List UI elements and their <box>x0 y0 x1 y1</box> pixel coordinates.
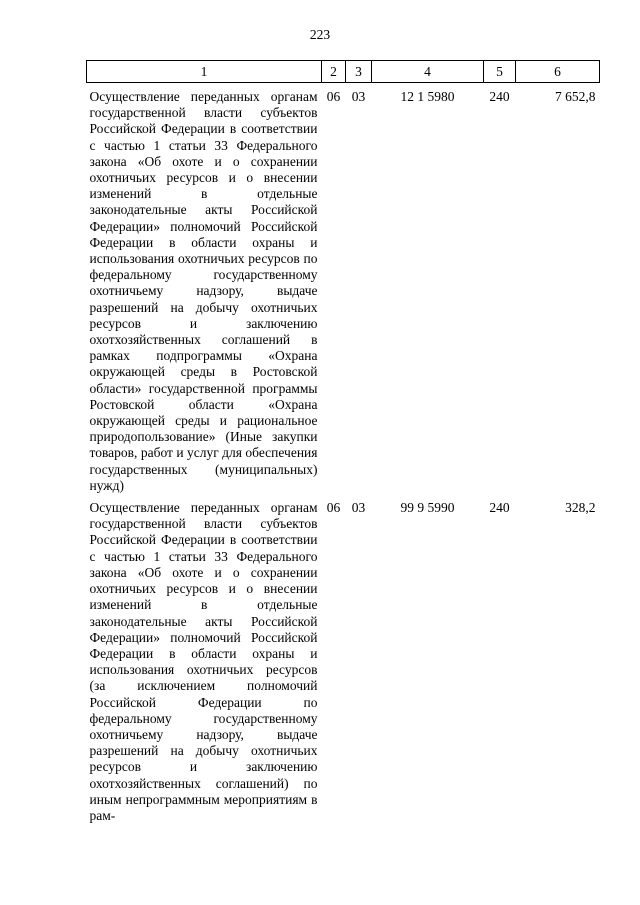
column-header-4: 4 <box>372 61 484 83</box>
row-subsection: 03 <box>351 500 366 516</box>
page-number: 223 <box>309 27 331 42</box>
header-row <box>87 61 600 83</box>
row-section: 06 <box>326 500 341 516</box>
table-header <box>87 61 600 83</box>
row-expense-type: 240 <box>489 89 510 104</box>
table-row <box>87 494 600 824</box>
column-header-1: 1 <box>87 61 322 83</box>
row-section: 06 <box>326 89 341 104</box>
row-amount: 328,2 <box>565 500 596 516</box>
row-description: Осуществление переданных органам государственной власти субъектов Российской Федерации в соответствии с частью 1 статьи 33 Федерального закона «Об охоте и о сохранении охотничьих ресурсов и о внесении изменений в отдельные законодательные акты Российской Федерации» полномочий Российской Федерации в области охраны и использования охотничьих ресурсов (за исключением полномочий Российской Федерации по федеральному государственному охотничьему надзору, выдаче разрешений на добычу охотничьих ресурсов и заключению охотхозяйственных соглашений) по иным непрограммным мероприятиям в рам- <box>89 500 318 823</box>
row-target-article: 99 9 5990 <box>400 500 455 516</box>
column-header-6: 6 <box>516 61 600 83</box>
row-amount: 7 652,8 <box>555 89 596 104</box>
column-header-3: 3 <box>346 61 372 83</box>
table-body <box>87 83 600 825</box>
row-target-article: 12 1 5980 <box>400 89 455 104</box>
row-expense-type: 240 <box>489 500 510 516</box>
table-row <box>87 83 600 495</box>
row-subsection: 03 <box>351 89 366 104</box>
column-header-5: 5 <box>484 61 516 83</box>
budget-table <box>86 60 600 824</box>
row-description: Осуществление переданных органам государственной власти субъектов Российской Федерации в соответствии с частью 1 статьи 33 Федерального закона «Об охоте и о сохранении охотничьих ресурсов и о внесении изменений в отдельные законодательные акты Российской Федерации» полномочий Российской Федерации в области охраны и использования охотничьих ресурсов по федеральному государственному охотничьему надзору, выдаче разрешений на добычу охотничьих ресурсов и заключению охотхозяйственных соглашений в рамках подпрограммы «Охрана окружающей среды в Ростовской области» государственной программы Ростовской области «Охрана окружающей среды и рациональное природопользование» (Иные закупки товаров, работ и услуг для обеспечения государственных (муниципальных) нужд) <box>89 89 318 493</box>
column-header-2: 2 <box>322 61 346 83</box>
